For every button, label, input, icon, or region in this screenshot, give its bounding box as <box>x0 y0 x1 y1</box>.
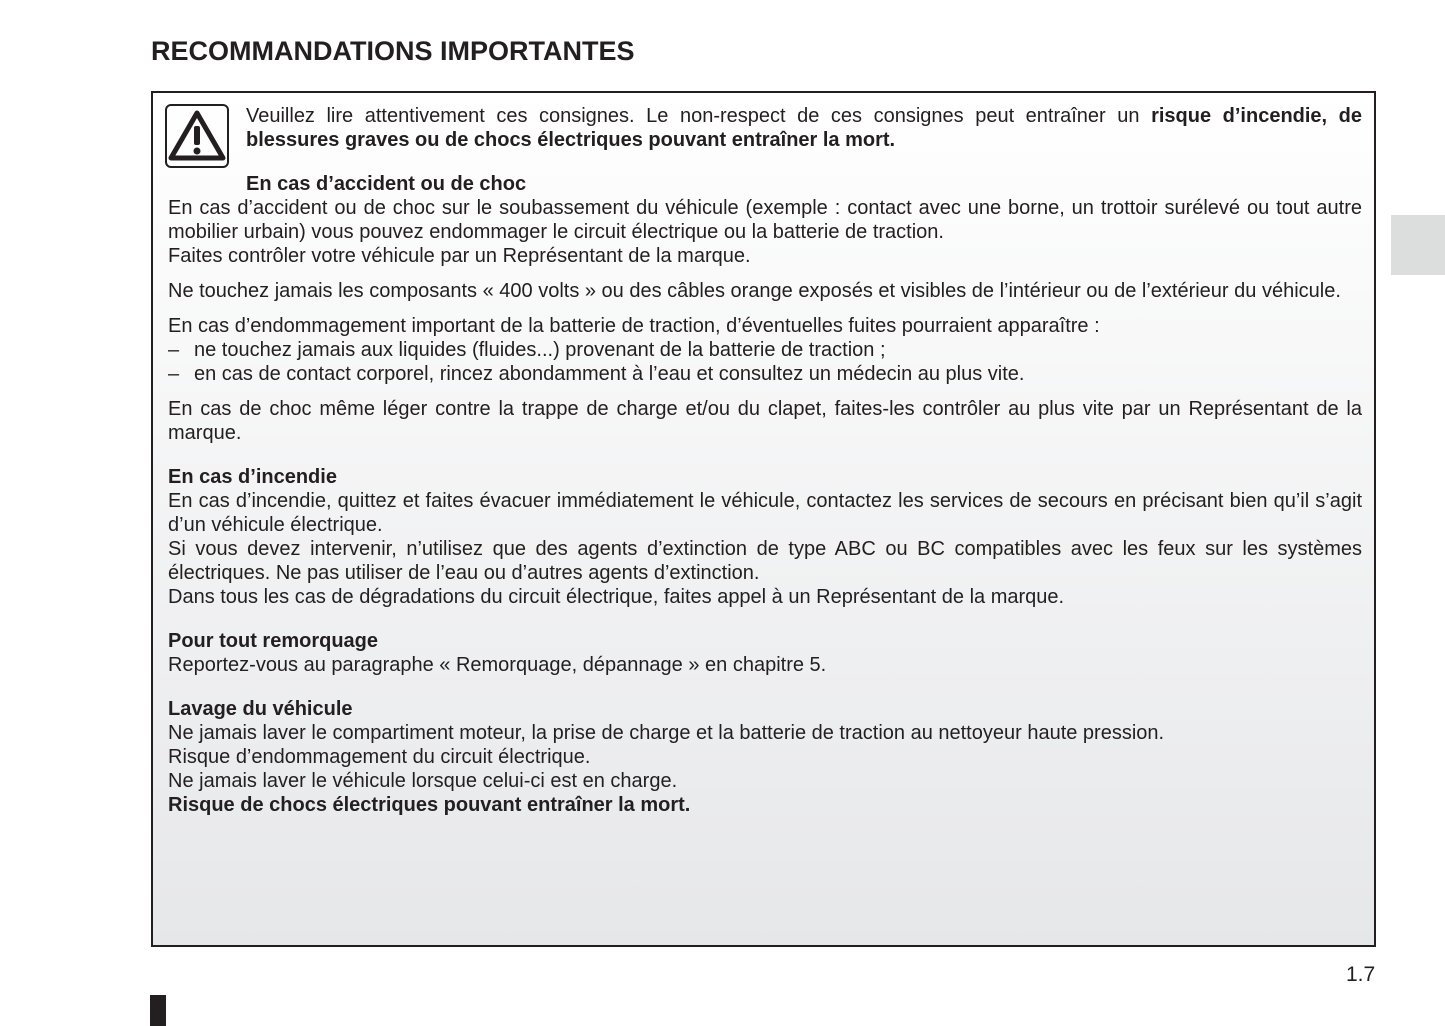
list-item <box>168 338 1362 362</box>
list-item <box>168 362 1362 386</box>
paragraph: En cas de choc même léger contre la trappe de charge et/ou du clapet, faites-les contrôler au plus vite par un Représentant de la marque. <box>168 398 1362 444</box>
chapter-tab <box>1391 215 1445 275</box>
paragraph: En cas d’endommagement important de la batterie de traction, d’éventuelles fuites pourraient apparaître : <box>168 315 1100 337</box>
intro-paragraph <box>168 104 1362 152</box>
paragraph: Ne jamais laver le véhicule lorsque celui-ci est en charge. <box>168 770 678 792</box>
list-item-text: en cas de contact corporel, rincez abondamment à l’eau et consultez un médecin au plus vite. <box>194 363 1025 385</box>
section-heading-towing: Pour tout remorquage <box>168 630 379 652</box>
dash: – <box>168 339 180 361</box>
paragraph: Ne touchez jamais les composants « 400 volts » ou des câbles orange exposés et visibles de l’intérieur ou de l’extérieur du véhicule. <box>168 280 1341 302</box>
warning-box <box>151 91 1376 947</box>
intro-text: Veuillez lire attentivement ces consignes. Le non-respect de ces consignes peut entraîner un <box>246 105 1152 127</box>
paragraph: Si vous devez intervenir, n’utilisez que des agents d’extinction de type ABC ou BC compatibles avec les feux sur les systèmes électriques. Ne pas utiliser de l’eau ou d’autres agents d’extinction. <box>168 538 1362 584</box>
print-mark <box>150 995 166 1026</box>
paragraph: Reportez-vous au paragraphe « Remorquage, dépannage » en chapitre 5. <box>168 654 827 676</box>
page-number: 1.7 <box>1346 963 1376 986</box>
paragraph: Ne jamais laver le compartiment moteur, la prise de charge et la batterie de traction au nettoyeur haute pression. <box>168 722 1165 744</box>
section-heading-accident: En cas d’accident ou de choc <box>246 173 527 195</box>
warning-content <box>168 104 1362 817</box>
section-heading-washing: Lavage du véhicule <box>168 698 353 720</box>
section-heading-fire: En cas d’incendie <box>168 466 337 488</box>
paragraph: Risque d’endommagement du circuit électrique. <box>168 746 591 768</box>
dash: – <box>168 363 180 385</box>
paragraph: En cas d’incendie, quittez et faites évacuer immédiatement le véhicule, contactez les services de secours en précisant bien qu’il s’agit d’un véhicule électrique. <box>168 490 1362 536</box>
paragraph-bold: Risque de chocs électriques pouvant entraîner la mort. <box>168 794 691 816</box>
paragraph: Faites contrôler votre véhicule par un Représentant de la marque. <box>168 245 751 267</box>
list-item-text: ne touchez jamais aux liquides (fluides...) provenant de la batterie de traction ; <box>194 339 886 361</box>
intro-bold-text: risque d’incendie, de blessures graves ou de chocs électriques pouvant entraîner la mort. <box>246 105 1362 151</box>
paragraph: En cas d’accident ou de choc sur le soubassement du véhicule (exemple : contact avec une borne, un trottoir surélevé ou tout autre mobilier urbain) vous pouvez endommager le circuit électrique ou la batterie de traction. <box>168 197 1362 243</box>
paragraph: Dans tous les cas de dégradations du circuit électrique, faites appel à un Représentant de la marque. <box>168 586 1065 608</box>
page-title: RECOMMANDATIONS IMPORTANTES <box>151 36 635 66</box>
